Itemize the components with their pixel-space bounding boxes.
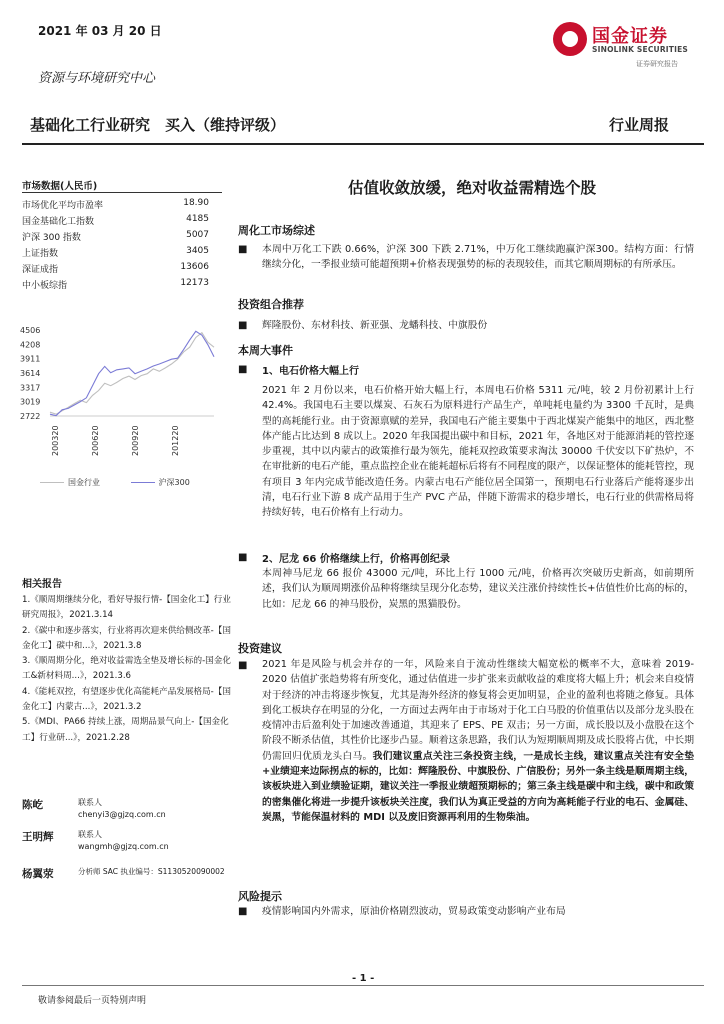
contact-name: 陈屹 [22,799,43,811]
investment-advice [262,657,694,825]
section-title: 投资建议 [238,642,282,655]
legend-label: 国金行业 [68,478,100,487]
legend-label: 沪深300 [158,478,190,487]
event-text: 2021 年 2 月份以来，电石价格开始大幅上行，本周电石价格 5311 元/吨，较 2 月份初累计上行 42.4%。我国电石主要以煤炭、石灰石为原料进行产品生产，单吨耗电量约为 3300 千瓦时，是典型的高耗能行业。由于资源禀赋的差异，我国电石产能主要集中于西北煤炭产能集中的地区，西北整体产能占比达到 8 成以上。2020 年我国提出碳中和目标，2021 年，各地区对于能源消耗的管控逐步重视，其中以内蒙古的政策推行最为领先，能耗双控政策要求淘汰 30000 千伏安以下矿热炉，不在审批新的电石产能，重点监控企业在能耗超标后将有不同程度的限产，以保证整体的能耗管控，现有项目 3 年内完成节能改造任务。内蒙古电石产能位居全国第一，预期电石行业落后产能将逐步出清，电石行业下游 8 成产品用于生产 PVC 产品，伴随下游需求的稳步增长，电石行业的供需格局将持续好转，电石价格有上行动力。 [262,385,694,519]
market-row-label: 沪深 300 指数 [22,233,81,243]
market-row-value: 18.90 [183,198,209,208]
market-row [22,230,222,246]
market-row-label: 市场优化平均市盈率 [22,201,104,211]
footer-note: 敬请参阅最后一页特别声明 [38,996,147,1006]
sinolink-logo-icon [553,22,587,56]
index-line-chart [18,322,228,470]
market-data-title: 市场数据(人民币) [22,181,98,192]
contact-card [22,829,236,859]
bullet-icon: ■ [238,320,248,331]
x-tick-label: 200320 [51,425,60,456]
contact-card [22,866,236,886]
section-title: 投资组合推荐 [238,298,304,311]
bullet-icon: ■ [238,244,248,255]
report-title: 基础化工行业研究 买入（维持评级） [30,116,286,134]
x-tick-label: 200620 [91,425,100,456]
contact-email[interactable]: chenyi3@gjzq.com.cn [78,810,166,819]
section-title: 周化工市场综述 [238,224,315,237]
series-line-industry [50,333,214,415]
market-row [22,198,222,214]
legend-item-hs300 [131,477,190,488]
section-title: 本周大事件 [238,344,293,357]
market-row-value: 4185 [186,214,209,224]
market-row [22,262,222,278]
report-type: 行业周报 [609,116,670,134]
x-tick-label: 200920 [131,425,140,456]
section-text: 辉隆股份、东材科技、新亚强、龙蟠科技、中旗股份 [262,320,488,331]
market-row-label: 国金基础化工指数 [22,217,95,227]
related-report-item[interactable]: 1.《顺周期继续分化，看好导报行情-【国金化工】行业研究周报》，2021.3.14 [22,595,231,621]
legend-item-industry [40,477,100,488]
x-tick-label: 201220 [171,425,180,456]
related-report-item[interactable]: 4.《能耗双控，有望逐步优化高能耗产品发展格局-【国金化工】内蒙古...》，2021.3.2 [22,686,231,713]
report-date: 2021 年 03 月 20 日 [38,24,162,38]
event-title: 2、尼龙 66 价格继续上行，价格再创纪录 [262,554,450,565]
y-tick-label: 3911 [20,354,41,364]
y-tick-label: 2722 [20,412,41,421]
market-row-value: 12173 [180,278,209,288]
section-title: 风险提示 [238,890,282,903]
related-reports-list [22,593,236,746]
event-title: 1、电石价格大幅上行 [262,366,359,377]
research-center-name: 资源与环境研究中心 [38,71,156,86]
bullet-icon: ■ [238,660,248,671]
footer-divider [22,985,704,986]
contact-name: 王明辉 [22,831,54,843]
y-tick-label: 4208 [20,340,41,350]
market-row [22,278,222,294]
event-text: 本周神马尼龙 66 报价 43000 元/吨，环比上行 1000 元/吨，价格再次突破历史新高，如前期所述，我们认为顺周期涨价品种将继续呈现分化态势，建议关注涨价持续性长+估值性价比高的标的，比如：尼龙 66 的神马股份，炭黑的黑猫股份。 [262,568,694,610]
logo-text-cn: 国金证券 [592,26,668,47]
market-row-value: 13606 [180,262,209,272]
market-data-divider [22,192,222,193]
y-tick-label: 3614 [20,369,41,378]
related-report-item[interactable]: 2.《碳中和逐步落实，行业将再次迎来供给侧改革-【国金化工】碳中和...》，2021.3.8 [22,625,231,651]
advice-text: 2021 年是风险与机会并存的一年，风险来自于流动性继续大幅宽松的概率不大，意味着 2019-2020 估值扩张趋势将有所变化，通过估值进一步扩张来贡献收益的难度将大幅上升；机会来自疫情对于经济的冲击将逐步恢复，尤其是海外经济的修复将会更加明显，企业的盈利也将随之修复。具体到化工板块存在明显的分化，一方面过去两年由于市场对于化工白马股的价值重估以及部分龙头股在疫情冲击后盈利处于加速改善通道，其迎来了 EPS、PE 双击；另一方面，成长股以及小盘股在这个阶段不断杀估值，其性价比逐步凸显。顺着这条思路，我们认为短期顺周期及成长股将占优，中长期仍需回归优质龙头白马。 [262,659,694,762]
related-report-item[interactable]: 3.《顺周期分化，绝对收益需选全垫及增长标的-国金化工&新材料周...》，2021.3.6 [22,656,231,682]
contact-card [22,797,236,827]
bullet-icon: ■ [238,364,248,375]
market-row-value: 5007 [186,230,209,240]
logo-text-en: SINOLINK SECURITIES [592,45,689,54]
related-report-item[interactable]: 5.《MDI、PA66 持续上涨，周期品景气向上-【国金化工】行业研...》，2021.2.28 [22,717,229,743]
advice-highlight: 我们建议重点关注三条投资主线，一是成长主线，建议重点关注有安全垫+业绩迎来边际拐点的标的，比如：辉隆股份、中旗股份、广信股份；另外一条主线是顺周期主线，该板块进入到业绩验证期，建议关注一季报业绩超预期标的；第三条主线是碳中和主线，碳中和政策的密集催化将进一步提升该板块关注度，我们认为真正受益的方向为高耗能子行业的电石、金属硅、炭黑，节能保温材料的 MDI 以及废旧资源再利用的生物柴油。 [262,750,695,823]
section-text: 本周中万化工下跌 0.66%，沪深 300 下跌 2.71%，中万化工继续跑赢沪深300。结构方面：行情继续分化，一季报业绩可能超预期+价格表现强势的标的表现较佳，而其它顺周期标的有所承压。 [262,244,694,271]
y-tick-label: 3019 [20,397,41,407]
y-tick-label: 4506 [20,326,41,335]
market-row-label: 深证成指 [22,265,59,275]
chart-legend [40,477,218,488]
contact-role: 分析师 SAC 执业编号：S1130520090002 [78,867,225,876]
market-row-label: 中小板综指 [22,281,68,291]
market-row-label: 上证指数 [22,249,59,259]
page-number: - 1 - [352,973,375,984]
header-divider [22,143,704,145]
market-row [22,246,222,262]
logo-subtitle: 证券研究报告 [636,60,678,68]
contact-name: 杨翼荥 [22,868,54,880]
contact-role: 联系人 [78,798,102,807]
market-row-value: 3405 [186,246,209,256]
bullet-icon: ■ [238,906,248,917]
contact-email[interactable]: wangmh@gjzq.com.cn [78,842,169,851]
market-row [22,214,222,230]
related-reports-title: 相关报告 [22,579,62,590]
section-text: 疫情影响国内外需求，原油价格剧烈波动，贸易政策变动影响产业布局 [262,906,566,917]
main-title: 估值收敛放缓，绝对收益需精选个股 [347,178,596,197]
bullet-icon: ■ [238,552,248,563]
contact-role: 联系人 [78,830,102,839]
y-tick-label: 3317 [20,383,41,393]
